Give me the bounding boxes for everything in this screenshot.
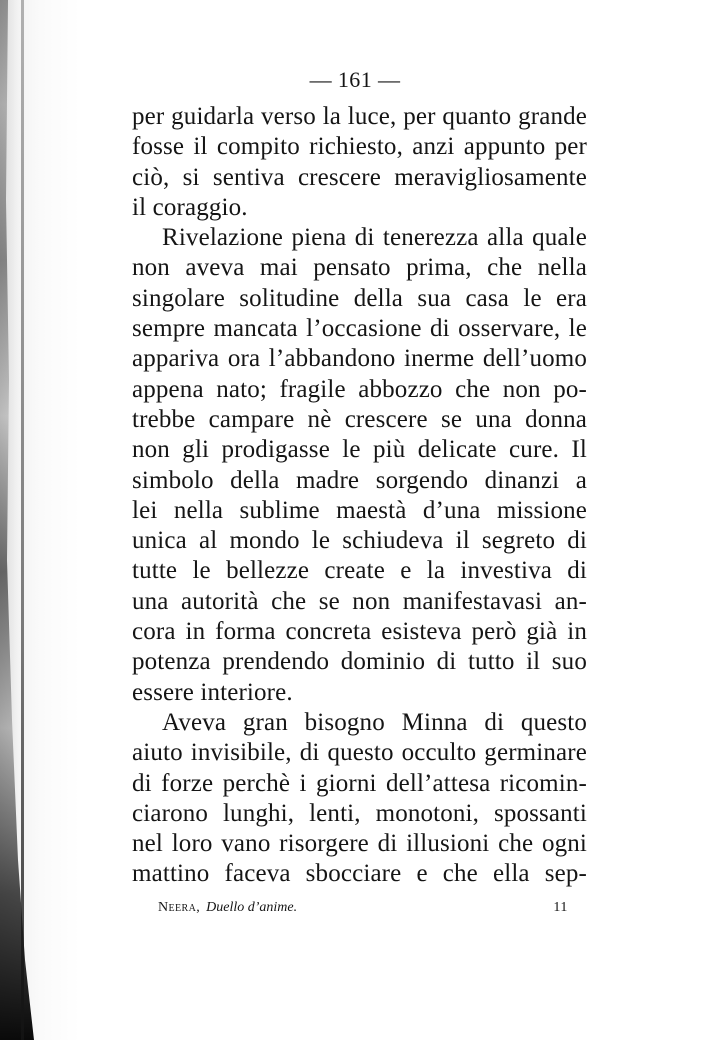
footer-signature-mark: 11 bbox=[553, 900, 568, 915]
paragraph-2 bbox=[132, 223, 587, 708]
text-line: una autorità che se non manifestavasi an- bbox=[132, 587, 587, 615]
text-line: essere interiore. bbox=[132, 678, 293, 706]
text-line: sempre mancata l’occasione di osservare, le bbox=[132, 315, 587, 343]
text-line: trebbe campare nè crescere se una donna bbox=[132, 405, 587, 433]
text-line: singolare solitudine della sua casa le era bbox=[132, 284, 587, 312]
text-line: Rivelazione piena di tenerezza alla quale bbox=[162, 224, 587, 252]
text-line: non aveva mai pensato prima, che nella bbox=[132, 254, 587, 282]
text-line: unica al mondo le schiudeva il segreto di bbox=[132, 527, 587, 555]
page-footer bbox=[158, 898, 568, 918]
text-line: appena nato; fragile abbozzo che non po- bbox=[132, 375, 587, 403]
text-line: per guidarla verso la luce, per quanto grande bbox=[132, 103, 587, 130]
text-line: il coraggio. bbox=[132, 193, 248, 221]
footer-author: Neera, bbox=[158, 900, 201, 915]
page-binding-edge bbox=[0, 0, 34, 1040]
text-line: cora in forma concreta esisteva però già in bbox=[132, 618, 587, 646]
text-line: appariva ora l’abbandono inerme dell’uomo bbox=[132, 345, 587, 373]
text-line: potenza prendendo dominio di tutto il suo bbox=[132, 648, 587, 676]
text-line: Aveva gran bisogno Minna di questo bbox=[162, 708, 587, 736]
page-edge-line bbox=[21, 0, 24, 1040]
text-line: nel loro vano risorgere di illusioni che ogni bbox=[132, 830, 587, 858]
paragraph-1 bbox=[132, 102, 587, 223]
paragraph-3 bbox=[132, 708, 587, 890]
text-line: non gli prodigasse le più delicate cure. Il bbox=[132, 436, 587, 464]
text-line: fosse il compito richiesto, anzi appunto per bbox=[132, 133, 587, 161]
footer-book-reference bbox=[158, 898, 297, 918]
footer-title: Duello d’anime. bbox=[206, 900, 298, 915]
text-line: ciarono lunghi, lenti, monotoni, spossanti bbox=[132, 799, 587, 827]
text-line: aiuto invisibile, di questo occulto germinare bbox=[132, 739, 587, 767]
text-line: ciò, si sentiva crescere meravigliosamente bbox=[132, 163, 587, 191]
text-line: di forze perchè i giorni dell’attesa ricomin- bbox=[132, 769, 587, 797]
text-line: tutte le bellezze create e la investiva di bbox=[132, 557, 587, 585]
text-line: simbolo della madre sorgendo dinanzi a bbox=[132, 466, 587, 494]
page-number-header: — 161 — bbox=[309, 67, 401, 92]
body-text bbox=[132, 102, 587, 890]
text-line: lei nella sublime maestà d’una missione bbox=[132, 496, 587, 524]
text-line: mattino faceva sbocciare e che ella sep- bbox=[132, 860, 587, 888]
